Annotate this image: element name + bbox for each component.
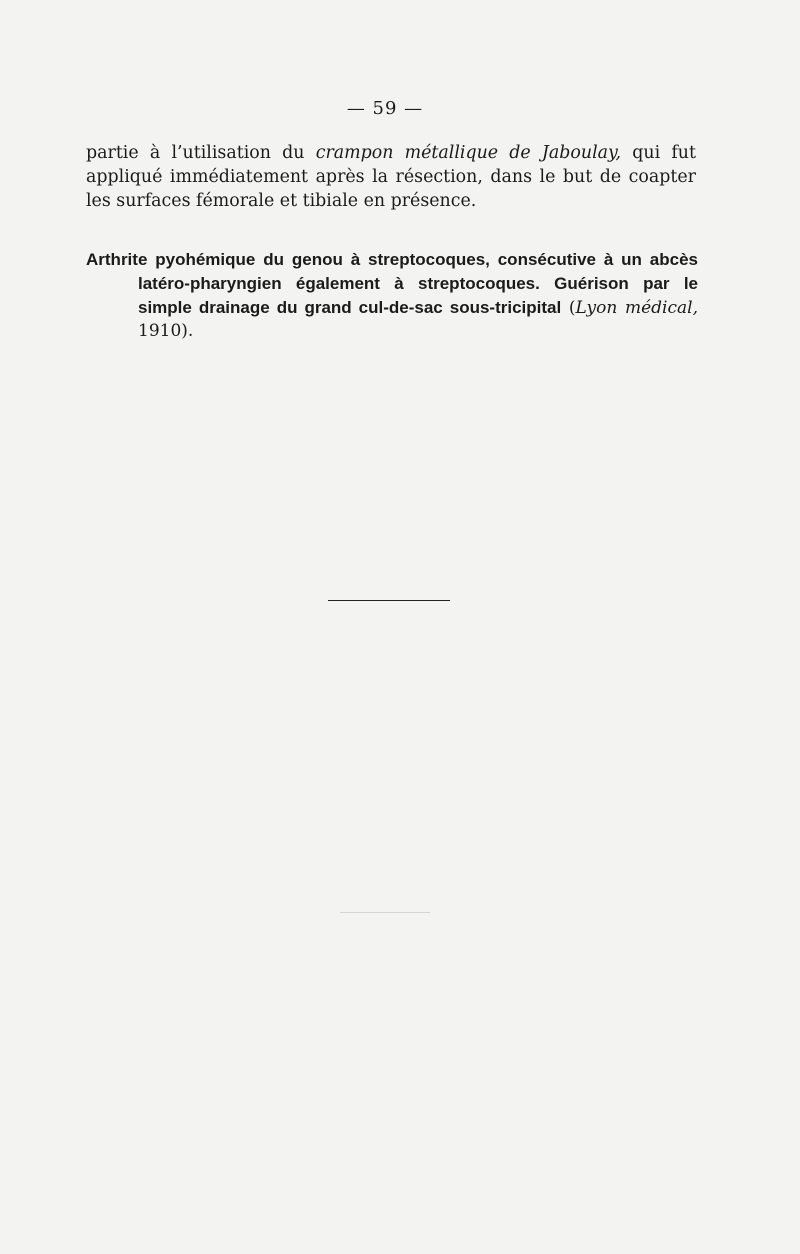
- entry-year: 1910).: [138, 321, 194, 341]
- section-divider: [328, 600, 450, 601]
- entry-source: Lyon médical,: [575, 298, 698, 318]
- page-number: — 59 —: [346, 98, 424, 119]
- intro-text-before: partie à l’utilisation du: [86, 143, 316, 163]
- bleed-through-rule: [340, 912, 430, 913]
- bibliography-entry: [86, 248, 698, 343]
- entry-block: [86, 248, 698, 343]
- intro-text-after: qui fut appliqué immédiatement après la résection, dans le but de coapter les surfaces fémorale et tibiale en présence.: [86, 143, 696, 211]
- intro-paragraph: [86, 141, 696, 213]
- entry-paren-open: (: [561, 298, 576, 318]
- entry-title: Arthrite pyohémique du genou à streptocoques, consécutive à un abcès latéro-pharyngien également à streptocoques. Guérison par le simple drainage du grand cul-de-sac sous-tricipital: [86, 250, 698, 317]
- intro-italic-term: crampon métallique de Jaboulay,: [315, 143, 622, 163]
